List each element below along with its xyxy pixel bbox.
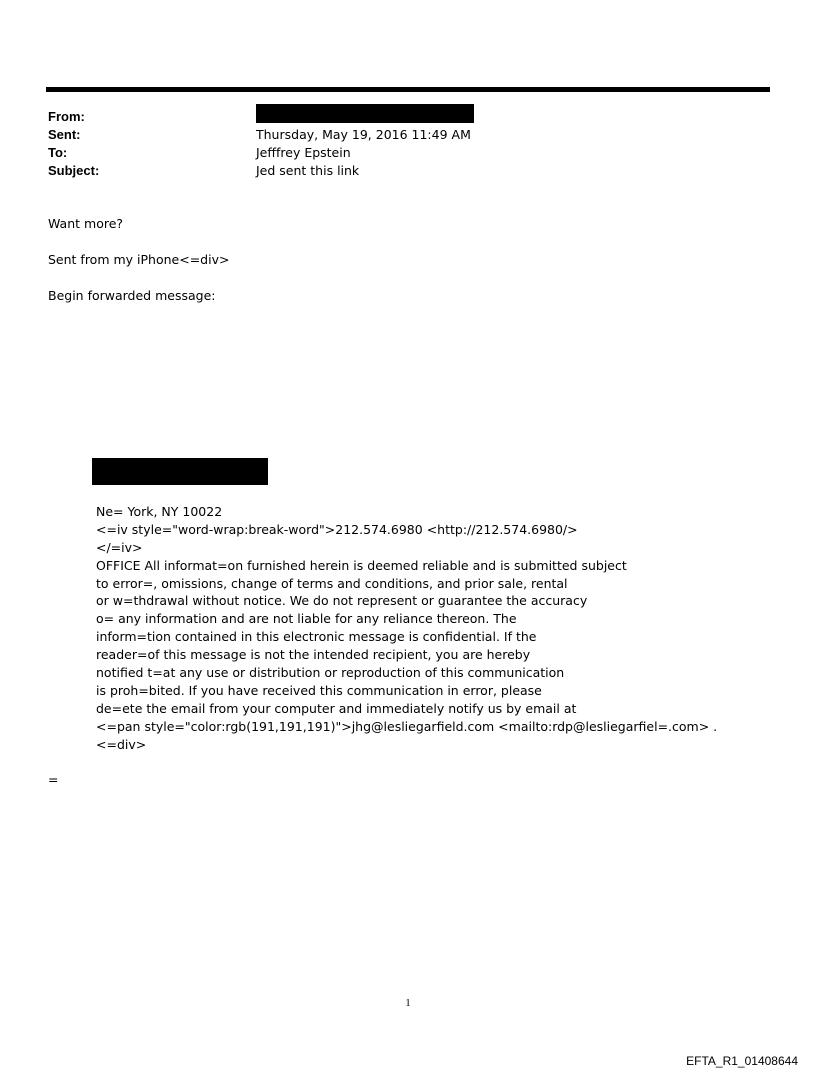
email-header (48, 108, 768, 180)
forwarded-line: inform=tion contained in this electronic message is confidential. If the (96, 629, 537, 645)
subject-row (48, 162, 768, 180)
sent-label: Sent: (48, 127, 81, 142)
forwarded-line: is proh=bited. If you have received this communication in error, please (96, 682, 542, 698)
sent-value: Thursday, May 19, 2016 11:49 AM (256, 127, 471, 142)
to-label: To: (48, 145, 68, 160)
body-line-begin-forwarded: Begin forwarded message: (48, 288, 216, 303)
forwarded-line: <=pan style="color:rgb(191,191,191)">jhg@lesliegarfield.com <mailto:rdp@lesliegarfiel=.com> . (96, 718, 718, 734)
body-line-want-more: Want more? (48, 216, 124, 231)
header-top-rule (46, 87, 770, 92)
subject-label: Subject: (48, 163, 100, 178)
sent-row (48, 126, 768, 144)
page-number: 1 (405, 997, 411, 1009)
forwarded-line: Ne= York, NY 10022 (96, 504, 223, 519)
bates-number: EFTA_R1_01408644 (686, 1054, 798, 1068)
forwarded-line: </=iv> (96, 539, 143, 555)
to-row (48, 144, 768, 162)
forwarded-line: to error=, omissions, change of terms and conditions, and prior sale, rental (96, 575, 568, 591)
forwarded-line: or w=thdrawal without notice. We do not represent or guarantee the accuracy (96, 593, 588, 609)
forwarded-line: o= any information and are not liable for any reliance thereon. The (96, 611, 517, 627)
forwarded-line: <=div> (96, 736, 147, 752)
forwarded-line: reader=of this message is not the intended recipient, you are hereby (96, 647, 531, 663)
to-value: Jefffrey Epstein (256, 145, 351, 160)
from-redaction (256, 104, 474, 123)
from-row (48, 108, 768, 126)
forwarded-line: de=ete the email from your computer and immediately notify us by email at (96, 700, 577, 716)
forwarded-line: OFFICE All informat=on furnished herein is deemed reliable and is submitted subject (96, 557, 627, 573)
forwarded-line: <=iv style="word-wrap:break-word">212.574.6980 <http://212.574.6980/> (96, 521, 578, 537)
subject-value: Jed sent this link (256, 163, 360, 178)
forwarded-line: notified t=at any use or distribution or reproduction of this communication (96, 665, 565, 681)
body-line-sent-from: Sent from my iPhone<=div> (48, 252, 230, 267)
forwarded-redaction (92, 458, 268, 485)
trailing-equals: = (48, 772, 59, 787)
from-label: From: (48, 109, 85, 124)
forwarded-message-block (96, 503, 717, 753)
